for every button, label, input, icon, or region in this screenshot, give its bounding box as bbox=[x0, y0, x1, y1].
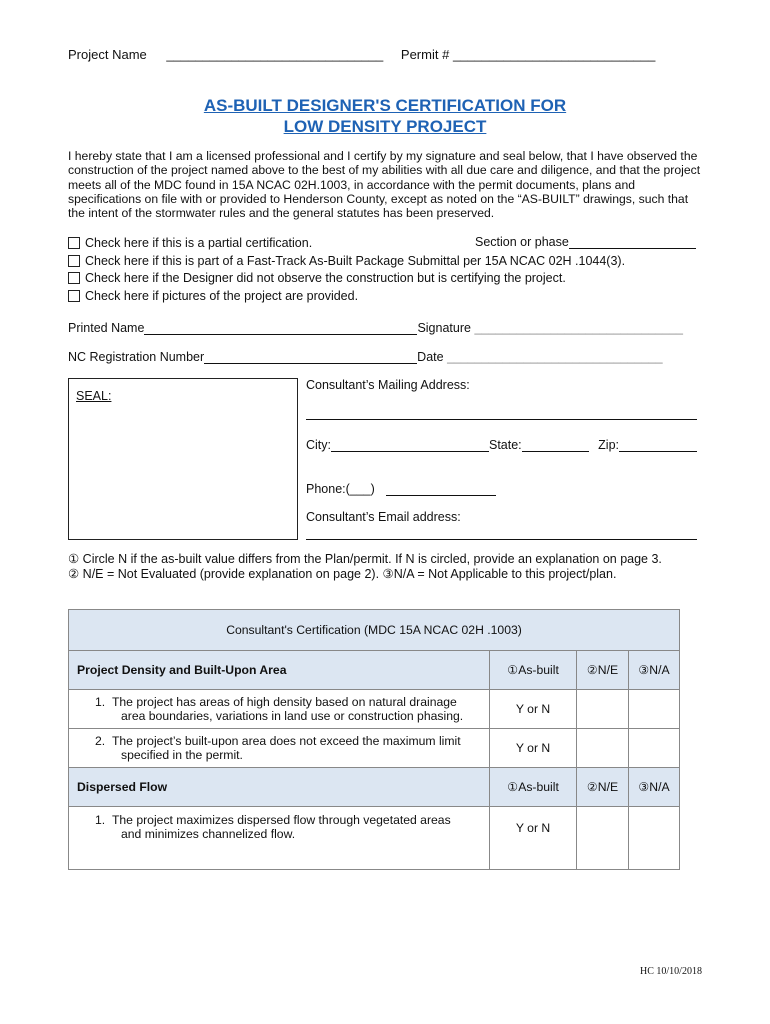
checkbox-pictures[interactable] bbox=[68, 290, 80, 302]
certification-table bbox=[68, 609, 680, 870]
checkbox-row-pictures bbox=[68, 288, 625, 306]
notes bbox=[68, 552, 662, 582]
form-title-line1: AS-BUILT DESIGNER'S CERTIFICATION FOR bbox=[203, 96, 567, 115]
phone-field[interactable] bbox=[386, 482, 496, 496]
na-cell[interactable] bbox=[628, 690, 679, 729]
printed-name-row bbox=[68, 321, 683, 335]
col-ne-header: ②N/E bbox=[577, 651, 629, 690]
item-number: 2. bbox=[95, 734, 106, 748]
col-ne-header: ②N/E bbox=[577, 768, 629, 807]
nc-registration-row bbox=[68, 350, 663, 364]
table-title: Consultant's Certification (MDC 15A NCAC 02H .1003) bbox=[69, 610, 680, 651]
section-title-dispersed: Dispersed Flow bbox=[69, 768, 490, 807]
city-state-zip-row bbox=[306, 438, 697, 452]
form-version: HC 10/10/2018 bbox=[640, 966, 702, 977]
col-na-header: ③N/A bbox=[628, 651, 679, 690]
nc-registration-field[interactable] bbox=[204, 350, 417, 364]
item-line1: The project’s built-upon area does not exceed the maximum limit bbox=[111, 734, 461, 748]
printed-name-field[interactable] bbox=[144, 321, 417, 335]
nc-registration-label: NC Registration Number bbox=[68, 350, 205, 364]
city-label: City: bbox=[306, 438, 331, 452]
table-row bbox=[69, 690, 680, 729]
item-line2: specified in the permit. bbox=[121, 748, 243, 762]
col-na-header: ③N/A bbox=[628, 768, 679, 807]
ne-cell[interactable] bbox=[577, 729, 629, 768]
permit-label: Permit # bbox=[400, 47, 450, 62]
item-text bbox=[69, 729, 490, 768]
date-label: Date bbox=[417, 350, 444, 364]
project-name-row bbox=[68, 47, 655, 62]
yn-choice[interactable]: Y or N bbox=[490, 807, 577, 870]
mailing-address-field[interactable] bbox=[306, 419, 697, 420]
item-line2: and minimizes channelized flow. bbox=[121, 827, 296, 841]
project-name-label: Project Name bbox=[68, 47, 147, 62]
item-line1: The project has areas of high density based on natural drainage bbox=[111, 695, 457, 709]
section-phase-field[interactable] bbox=[569, 235, 696, 249]
seal-label: SEAL: bbox=[76, 389, 112, 403]
email-field[interactable] bbox=[306, 539, 697, 540]
printed-name-label: Printed Name bbox=[68, 321, 145, 335]
city-field[interactable] bbox=[331, 438, 489, 452]
item-number: 1. bbox=[95, 695, 106, 709]
table-header-row bbox=[69, 610, 680, 651]
item-text bbox=[69, 807, 490, 870]
note-circle-n: ① Circle N if the as-built value differs from the Plan/permit. If N is circled, provide an explanation on page 3. bbox=[68, 552, 662, 566]
item-line2: area boundaries, variations in land use or construction phasing. bbox=[121, 709, 464, 723]
signature-field[interactable]: ______________________________ bbox=[474, 321, 683, 335]
date-field[interactable]: _______________________________ bbox=[447, 350, 663, 364]
section-title-density: Project Density and Built-Upon Area bbox=[69, 651, 490, 690]
checkbox-label: Check here if this is part of a Fast-Track As-Built Package Submittal per 15A NCAC 02H .1044(3). bbox=[85, 253, 626, 268]
permit-field[interactable]: ____________________________ bbox=[452, 47, 656, 62]
item-number: 1. bbox=[95, 813, 106, 827]
section-phase-row bbox=[475, 235, 696, 249]
email-label: Consultant’s Email address: bbox=[306, 510, 461, 524]
na-cell[interactable] bbox=[628, 807, 679, 870]
zip-label: Zip: bbox=[598, 438, 619, 452]
state-field[interactable] bbox=[522, 438, 589, 452]
project-name-field[interactable]: ______________________________ bbox=[166, 47, 384, 62]
ne-cell[interactable] bbox=[577, 807, 629, 870]
section-phase-label: Section or phase bbox=[475, 235, 569, 249]
form-title-line2: LOW DENSITY PROJECT bbox=[283, 117, 487, 136]
note-ne-na: ② N/E = Not Evaluated (provide explanation on page 2). ③N/A = Not Applicable to this project/plan. bbox=[68, 567, 617, 581]
seal-box bbox=[68, 378, 298, 540]
yn-choice[interactable]: Y or N bbox=[490, 690, 577, 729]
phone-row bbox=[306, 482, 496, 496]
ne-cell[interactable] bbox=[577, 690, 629, 729]
section-row-density bbox=[69, 651, 680, 690]
checkbox-fasttrack[interactable] bbox=[68, 255, 80, 267]
checkbox-label: Check here if this is a partial certification. bbox=[85, 236, 313, 250]
certification-statement: I hereby state that I am a licensed professional and I certify by my signature and seal below, that I have observed the construction of the project named above to the best of my abilities with all due care and diligence, and that the project meets all of the MDC found in 15A NCAC 02H.1003, in accordance with the permit documents, plans and specifications on file with or provided to Henderson County, except as noted on the “AS-BUILT” drawings, such that the intent of the stormwater rules and the general statutes has been preserved. bbox=[68, 149, 701, 221]
col-asbuilt-header: ①As-built bbox=[490, 768, 577, 807]
phone-label: Phone:(___) bbox=[306, 482, 375, 496]
checkbox-row-fasttrack bbox=[68, 253, 625, 271]
section-row-dispersed bbox=[69, 768, 680, 807]
table-row bbox=[69, 729, 680, 768]
signature-label: Signature bbox=[417, 321, 471, 335]
na-cell[interactable] bbox=[628, 729, 679, 768]
mailing-address-label: Consultant’s Mailing Address: bbox=[306, 378, 470, 392]
checkbox-row-not-observed bbox=[68, 270, 625, 288]
checkbox-not-observed[interactable] bbox=[68, 272, 80, 284]
col-asbuilt-header: ①As-built bbox=[490, 651, 577, 690]
state-label: State: bbox=[489, 438, 522, 452]
yn-choice[interactable]: Y or N bbox=[490, 729, 577, 768]
checkbox-label: Check here if pictures of the project are provided. bbox=[85, 288, 359, 303]
checkbox-partial[interactable] bbox=[68, 237, 80, 249]
checkbox-label: Check here if the Designer did not observe the construction but is certifying the project. bbox=[85, 271, 566, 285]
table-row bbox=[69, 807, 680, 870]
zip-field[interactable] bbox=[619, 438, 697, 452]
item-line1: The project maximizes dispersed flow through vegetated areas bbox=[111, 813, 451, 827]
item-text bbox=[69, 690, 490, 729]
